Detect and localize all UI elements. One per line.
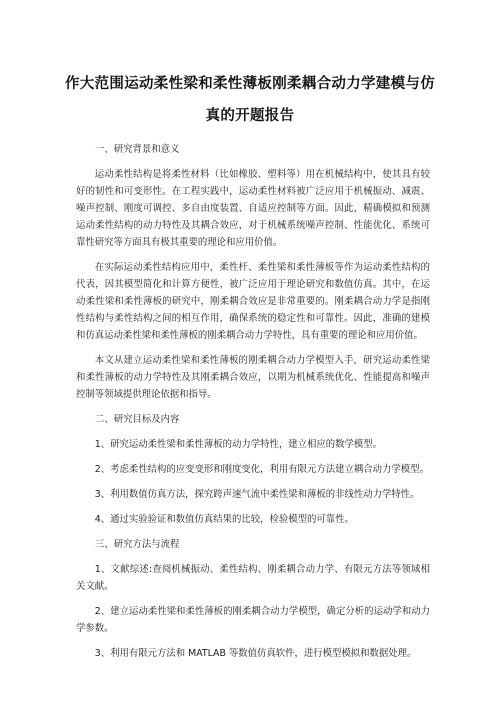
paragraph-background-1: 运动柔性结构是将柔性材料（比如橡胶、塑料等）用在机械结构中，使其具有较好的韧性和可变形性。在工程实践中，运动柔性材料被广泛应用于机械振动、减震、噪声控制、刚度可调控、多自由度装置、自适应控制等方面。因此，精确模拟和预测运动柔性结构的动力特性及其耦合效应，对于机械系统噪声控制、性能优化、系统可靠性研究等方面具有极其重要的理论和应用价值。	[76, 169, 430, 248]
section-heading-methods: 三、研究方法与流程	[95, 539, 180, 550]
goal-item: 1、研究运动柔性梁和柔性薄板的动力学特性，建立相应的数学模型。	[94, 439, 383, 450]
goal-item: 4、通过实验验证和数值仿真结果的比较，检验模型的可靠性。	[94, 514, 354, 525]
document-title-line-2: 真的开题报告	[205, 108, 295, 124]
document-body	[76, 141, 430, 670]
section-heading-background: 一、研究背景和意义	[95, 144, 180, 155]
method-item: 3、利用有限元方法和 MATLAB 等数值仿真软件，进行模型模拟和数据处理。	[94, 648, 417, 659]
paragraph-background-2: 在实际运动柔性结构应用中，柔性杆、柔性梁和柔性薄板等作为运动柔性结构的代表，因其模型简化和计算方便性，被广泛应用于理论研究和数值仿真。其中，在运动柔性梁和柔性薄板的研究中，刚柔耦合效应是非常重要的。刚柔耦合动力学是指刚性结构与柔性结构之间的相互作用，确保系统的稳定性和可靠性。因此，准确的建模和仿真运动柔性梁和柔性薄板的刚柔耦合动力学特性，具有重要的理论和应用价值。	[76, 262, 430, 341]
section-heading-goals: 二、研究目标及内容	[95, 414, 180, 425]
goal-item: 3、利用数值仿真方法，探究跨声速气流中柔性梁和薄板的非线性动力学特性。	[94, 489, 420, 500]
paragraph-background-3: 本文从建立运动柔性梁和柔性薄板的刚柔耦合动力学模型入手，研究运动柔性梁和柔性薄板的动力学特性及其刚柔耦合效应，以期为机械系统优化、性能提高和噪声控制等领域提供理论依据和指导。	[76, 355, 430, 400]
goal-item: 2、考虑柔性结构的应变变形和刚度变化，利用有限元方法建立耦合动力学模型。	[94, 464, 429, 475]
method-item: 1、文献综述:查阅机械振动、柔性结构、刚柔耦合动力学、有限元方法等领域相关文献。	[76, 564, 430, 592]
method-item: 2、建立运动柔性梁和柔性薄板的刚柔耦合动力学模型，确定分析的运动学和动力学参数。	[76, 606, 430, 634]
document-title-line-1: 作大范围运动柔性梁和柔性薄板刚柔耦合动力学建模与仿	[65, 76, 435, 92]
